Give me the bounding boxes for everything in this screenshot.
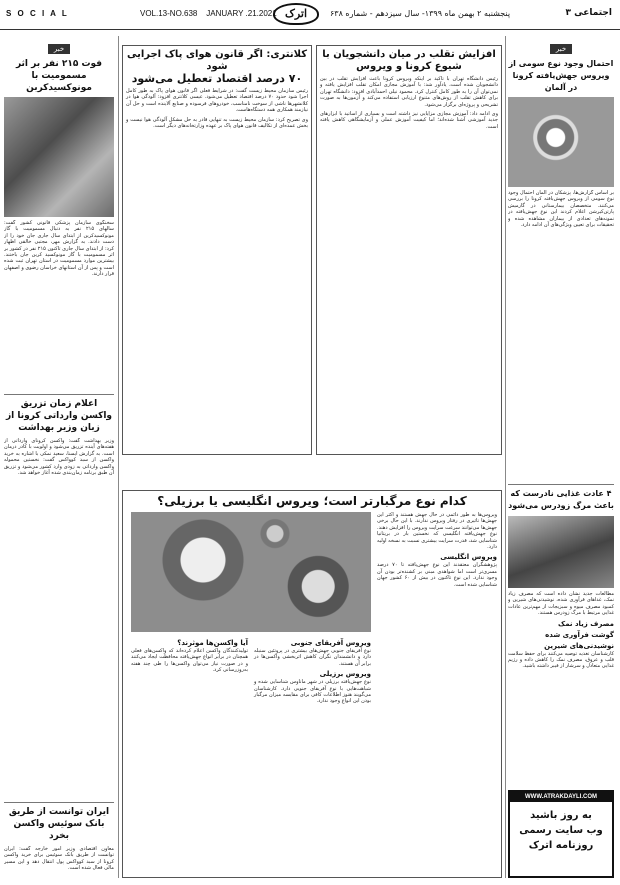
headline-main: اگر قانون هوای پاک اجرایی شود (126, 49, 263, 72)
headline-second-line: ۷۰ درصد اقتصاد تعطیل می‌شود (131, 72, 303, 85)
promo-line: به روز باشید (530, 810, 592, 821)
article-body: سخنگوی سازمان پزشکی قانونی کشور گفت: سالهای ۲۱۵ نفر به دنبال مسمومیت با گاز مونوکسیدکربن از ابتدای سال جاری جان خود را از دست دادند. به گزارش مهر، مجتبی خالقی اظهار کرد: از ابتدای سال جاری تاکنون ۲۱۵ نفر در کشور بر اثر مسمومیت با گاز مونوکسید کربن جان باختند. بیشترین موارد مسمومیت در استان تهران ثبت شده است و پس از آن استانهای خراسان رضوی و اصفهان قرار دارند. (4, 220, 114, 278)
headline-eating-habits: ۴ عادت غذایی نادرست که باعث مرگ زودرس می‌شود (508, 484, 614, 512)
news-tag: خبر (48, 44, 70, 54)
carbon-monoxide-photo (4, 97, 114, 217)
article-body: رئیس دانشگاه تهران با تاکید بر اینکه ویروس کرونا باعث افزایش تقلب در بین دانشجویان شده است، یادآور شد: با آموزش مجازی امکان تقلب افزایش یافته و نمی‌توان آن را به طور کامل کنترل کرد. محمود نیلی احمدآبادی افزود: دانشگاه تهران برای کاهش تقلب از روش‌های متنوع ارزیابی استفاده می‌کند و آزمون‌ها به صورت تشریحی و پروژه‌ای برگزار می‌شود. (320, 76, 498, 108)
website-url[interactable]: WWW.ATRAKDAYLI.COM (510, 792, 612, 802)
subheading: نوشیدنی‌های شیرین (544, 641, 614, 650)
clean-air-law-box (122, 45, 312, 455)
person-photo (508, 516, 614, 588)
headline-vaccine-import: اعلام زمان تزریق واکسن وارداتی کرونا از زبان وزیر بهداشت (4, 394, 114, 434)
section-label-en: S O C I A L (6, 9, 69, 18)
subheading: گوشت فرآوری شده (545, 630, 614, 639)
promo-line: وب سایت رسمی (519, 825, 603, 836)
article-body: وی ادامه داد: آموزش مجازی مزایایی نیز داشته است و بسیاری از اساتید با ابزارهای جدید آموزشی آشنا شده‌اند؛ اما کیفیت آموزش عملی و آزمایشگاهی کاهش یافته است. (320, 111, 498, 130)
headline-third-variant: احتمال وجود نوع سومی از ویروس جهش‌یافته کرونا در آلمان (508, 59, 614, 92)
article-body: معاون اقتصادی وزیر امور خارجه گفت: ایران توانست از طریق بانک سوئیس برای خرید واکسن کرونا از سبد کوواکس پول انتقال دهد و این مسیر مالی فعال شده است. (4, 846, 114, 872)
article-body: ویروس‌ها به طور دائمی در حال جهش هستند و اکثر این جهش‌ها تاثیری در رفتار ویروس ندارند. با این حال برخی جهش‌ها می‌توانند سرعت سرایت ویروس را افزایش دهند. نوع جهش‌یافته انگلیسی که نخستین بار در بریتانیا شناسایی شد، قدرت سرایت بیشتری نسبت به نسخه اولیه دارد. (377, 512, 497, 551)
subheading: آیا واکسن‌ها موثرند؟ (177, 639, 248, 647)
headline-variants: کدام نوع مرگبارتر است؛ ویروس انگلیسی یا برزیلی؟ (157, 494, 467, 508)
article-body: کارشناسان تغذیه توصیه می‌کنند برای حفظ سلامت قلب و عروق، مصرف نمک را کاهش داده و رژیم غذایی متعادل و سرشار از فیبر داشته باشید. (508, 650, 614, 670)
subheading: مصرف زیاد نمک (558, 619, 614, 628)
left-news-column (4, 36, 114, 878)
headline-student-cheating: افزایش تقلب در میان دانشجویان با شیوع کرونا و ویروس (322, 49, 496, 72)
article-body: وی تصریح کرد: سازمان محیط زیست به تنهایی قادر به حل مشکل آلودگی هوا نیست و بخش عمده‌ای از تکالیف قانون هوای پاک بر عهده وزارتخانه‌های دیگر است. (126, 116, 308, 130)
virus-illustration (508, 97, 614, 187)
article-body: تولیدکنندگان واکسن اعلام کرده‌اند که واکسن‌های فعلی همچنان در برابر انواع جهش‌یافته محافظت ایجاد می‌کنند و در صورت نیاز می‌توان واکسن‌ها را طی چند هفته به‌روزرسانی کرد. (131, 648, 248, 674)
website-promo-box (508, 790, 614, 878)
section-label-fa: اجتماعی ۳ (565, 8, 612, 18)
article-body: نوع جهش‌یافته برزیلی در شهر ماناوس شناسایی شده و شباهت‌هایی با نوع آفریقای جنوبی دارد. کارشناسان می‌گویند هنوز اطلاعات کافی برای مقایسه میزان مرگبار بودن این انواع وجود ندارد. (254, 679, 371, 705)
headline-carbon-monoxide: فوت ۲۱۵ نفر بر اثر مسمومیت با مونوکسیدکربن (15, 59, 103, 93)
article-body: پژوهشگران معتقدند این نوع جهش‌یافته تا ۷۰ درصد مسری‌تر است اما شواهدی مبنی بر کشنده‌تر بودن آن وجود ندارد. این نوع تاکنون در بیش از ۶۰ کشور جهان شناسایی شده است. (377, 562, 498, 588)
subheading: ویروس برزیلی (319, 670, 371, 679)
headline-swiss-bank: ایران توانست از طریق بانک سوئیس واکسن بخرد (4, 802, 114, 842)
article-body: بر اساس گزارش‌ها، پزشکان در آلمان احتمال وجود نوع سومی از ویروس جهش‌یافته کرونا را بررسی می‌کنند. متخصصان بیمارستانی در گارمیش پارتن‌کیرشن اعلام کردند این نوع جهش‌یافته در نمونه‌های تعدادی از بیماران مشاهده شده و تحقیقات برای تعیین ویژگی‌های آن ادامه دارد. (508, 190, 614, 229)
coronavirus-illustration (131, 512, 371, 632)
headline-clean-air-law (126, 49, 308, 73)
right-news-column (508, 36, 614, 786)
promo-text (510, 802, 612, 853)
issue-and-date: VOL.13-NO.638 JANUARY .21.2021 (140, 9, 277, 18)
variant-feature-box (122, 490, 502, 878)
article-body: رئیس سازمان محیط زیست گفت: در شرایط فعلی اگر قانون هوای پاک به طور کامل اجرا شود حدود ۷۰ درصد اقتصاد تعطیل می‌شود. عیسی کلانتری افزود: آلودگی هوا در کلانشهرها ناشی از سوخت نامناسب، خودروهای فرسوده و صنایع آلاینده است و حل آن نیازمند همکاری همه دستگاه‌هاست. (126, 88, 308, 114)
article-body: نوع آفریقای جنوبی جهش‌های بیشتری در پروتئین سنبله دارد و دانشمندان نگران کاهش اثربخشی واکسن‌ها در برابر آن هستند. (254, 648, 371, 667)
article-body: وزیر بهداشت گفت: واکسن کرونای وارداتی از هفته‌های آینده تزریق می‌شود و اولویت با کادر درمان است. به گزارش ایسنا، سعید نمکی با اشاره به خرید واکسن از سبد کوواکس گفت: نخستین محموله واکسن وارداتی به زودی وارد کشور می‌شود و تزریق آن طبق برنامه زمان‌بندی شده آغاز خواهد شد. (4, 438, 114, 477)
newspaper-logo: اترک (273, 3, 319, 25)
masthead (0, 0, 620, 30)
headline-kicker: کلانتری: (266, 49, 308, 60)
subheading: ویروس انگلیسی (440, 553, 497, 562)
promo-line: روزنامه اترک (528, 840, 594, 851)
news-tag: خبر (550, 44, 572, 54)
subheading: ویروس آفریقای جنوبی (290, 639, 371, 647)
student-cheating-box (316, 45, 502, 455)
date-persian: پنجشنبه ۲ بهمن ماه ۱۳۹۹- سال سیزدهم - شماره ۶۳۸ (330, 9, 511, 18)
article-body: مطالعات جدید نشان داده است که مصرف زیاد نمک، غذاهای فرآوری شده، نوشیدنی‌های شیرین و کمبود مصرف میوه و سبزیجات از مهم‌ترین عادات غذایی مرتبط با مرگ زودرس هستند. (508, 591, 614, 617)
